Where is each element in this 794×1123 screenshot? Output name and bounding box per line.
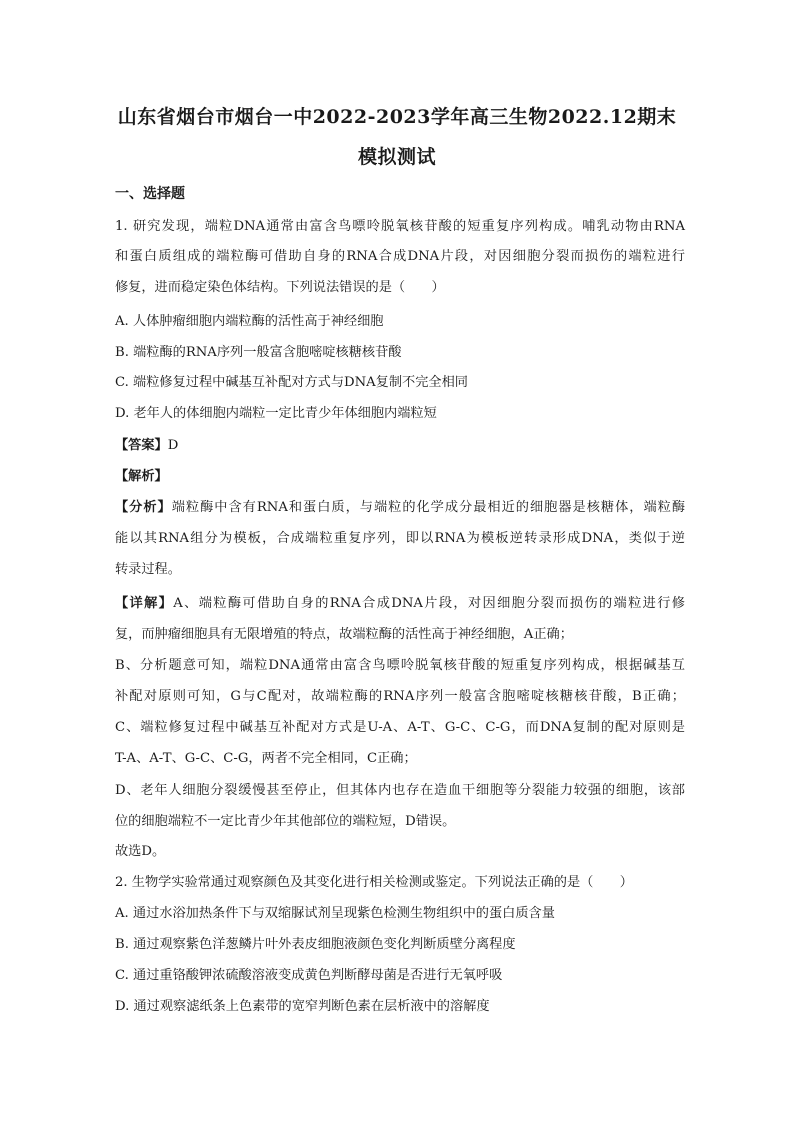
q1-option-a: A. 人体肿瘤细胞内端粒酶的活性高于神经细胞 [115, 314, 384, 329]
fenxi-tag: 【分析】 [115, 500, 172, 515]
q1-xiangjie-line-5: C、端粒修复过程中碱基互补配对方式是U-A、A-T、G-C、C-G，而DNA复制的配对原则是 [115, 720, 685, 735]
q2-option-d: D. 通过观察滤纸条上色素带的宽窄判断色素在层析液中的溶解度 [115, 999, 490, 1014]
q2-option-b: B. 通过观察紫色洋葱鳞片叶外表皮细胞液颜色变化判断质壁分离程度 [115, 937, 516, 952]
q1-stem-line-3: 修复，进而稳定染色体结构。下列说法错误的是（ ） [115, 280, 445, 295]
q1-xiangjie-line-1 [115, 595, 685, 613]
q2-option-a: A. 通过水浴加热条件下与双缩脲试剂呈现紫色检测生物组织中的蛋白质含量 [115, 906, 555, 921]
q1-analysis-tag [115, 468, 685, 486]
q1-xiangjie-line-4: 补配对原则可知，G与C配对，故端粒酶的RNA序列一般富含胞嘧啶核糖核苷酸，B正确； [115, 689, 685, 704]
q1-xiangjie-line-2: 复，而肿瘤细胞具有无限增殖的特点，故端粒酶的活性高于神经细胞，A正确； [115, 627, 573, 642]
q2-option-c: C. 通过重铬酸钾浓硫酸溶液变成黄色判断酵母菌是否进行无氧呼吸 [115, 968, 503, 983]
q1-conclusion: 故选D。 [115, 844, 166, 859]
q1-option-c: C. 端粒修复过程中碱基互补配对方式与DNA复制不完全相同 [115, 375, 468, 390]
q1-option-d: D. 老年人的体细胞内端粒一定比青少年体细胞内端粒短 [115, 406, 437, 421]
q1-xiangjie-line-3: B、分析题意可知，端粒DNA通常由富含鸟嘌呤脱氧核苷酸的短重复序列构成，根据碱基互 [115, 658, 685, 673]
q1-xiangjie-line-6: T-A、A-T、G-C、C-G，两者不完全相同，C正确； [115, 751, 417, 766]
document-title-line-1: 山东省烟台市烟台一中2022-2023学年高三生物2022.12期末 [117, 106, 677, 128]
q1-answer [115, 437, 685, 455]
q1-option-b: B. 端粒酶的RNA序列一般富含胞嘧啶核糖核苷酸 [115, 345, 402, 360]
q1-fenxi-line-2: 能以其RNA组分为模板，合成端粒重复序列，即以RNA为模板逆转录形成DNA，类似于逆 [115, 531, 685, 546]
q1-stem-line-1: 1. 研究发现，端粒DNA通常由富含鸟嘌呤脱氧核苷酸的短重复序列构成。哺乳动物由RNA [115, 219, 685, 234]
q1-xiangjie-line-7: D、老年人细胞分裂缓慢甚至停止，但其体内也存在造血干细胞等分裂能力较强的细胞，该部 [115, 783, 685, 798]
q1-stem-line-2: 和蛋白质组成的端粒酶可借助自身的RNA合成DNA片段，对因细胞分裂而损伤的端粒进行 [115, 249, 685, 264]
q2-stem: 2. 生物学实验常通过观察颜色及其变化进行相关检测或鉴定。下列说法正确的是（ ） [115, 875, 633, 890]
document-title-line-2: 模拟测试 [357, 146, 436, 168]
fenxi-text-1: 端粒酶中含有RNA和蛋白质，与端粒的化学成分最相近的细胞器是核糖体，端粒酶 [171, 500, 686, 515]
q1-fenxi-line-3: 转录过程。 [115, 562, 181, 577]
answer-value: D [167, 438, 179, 453]
xiangjie-tag: 【详解】 [115, 596, 174, 611]
q1-xiangjie-line-8: 位的细胞端粒不一定比青少年其他部位的端粒短，D错误。 [115, 814, 456, 829]
xiangjie-text-1: A、端粒酶可借助自身的RNA合成DNA片段，对因细胞分裂而损伤的端粒进行修 [173, 596, 685, 611]
analysis-tag: 【解析】 [115, 469, 168, 484]
section-heading: 一、选择题 [115, 186, 185, 202]
q1-fenxi-line-1 [115, 499, 685, 517]
answer-tag: 【答案】 [115, 438, 168, 453]
